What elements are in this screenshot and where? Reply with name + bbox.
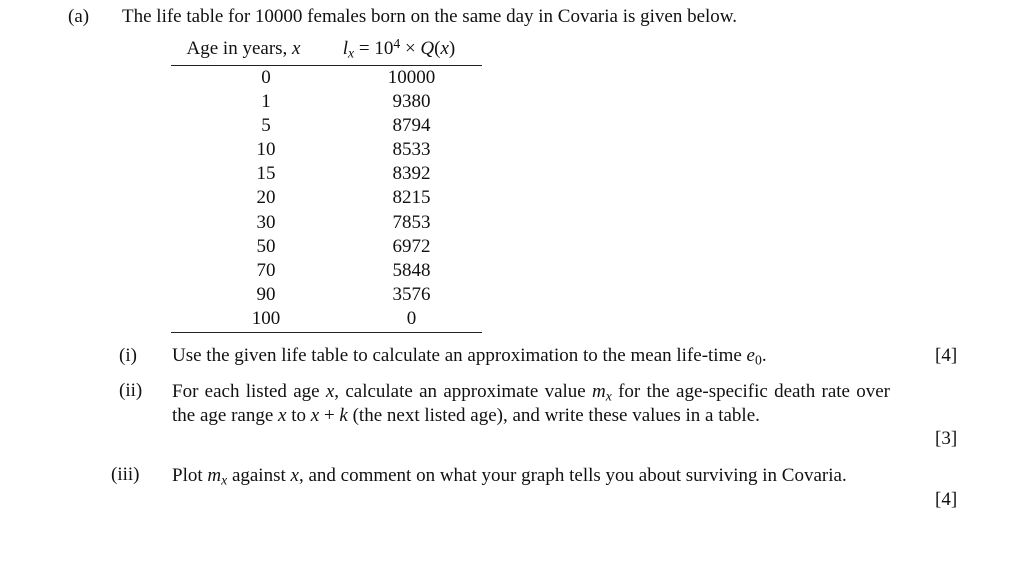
header-age: Age in years, x (186, 38, 301, 59)
table-row (171, 186, 482, 210)
age-cell: 0 (261, 67, 271, 88)
intro-text: The life table for 10000 females born on the same day in Covaria is given below. (122, 6, 738, 27)
age-cell: 30 (256, 211, 276, 233)
table-row (171, 90, 482, 114)
lx-cell: 8215 (392, 187, 431, 209)
table-bottom-rule (171, 332, 482, 333)
question-text: Use the given life table to calculate an approximation to the mean life-time $e_0$. (172, 345, 767, 368)
table-header (171, 35, 482, 66)
age-cell: 50 (256, 235, 276, 257)
life-table (171, 35, 482, 333)
table-row (171, 211, 482, 235)
marks-label: [3] (935, 428, 958, 449)
lx-cell: 6972 (392, 235, 431, 257)
question-text: Plot $m_x$ against x, and comment on what your graph tells you about surviving in Covaria. (172, 465, 847, 488)
marks-label: [4] (935, 489, 958, 510)
table-row (171, 162, 482, 186)
table-row (171, 114, 482, 138)
lx-cell: 3576 (392, 283, 431, 305)
lx-cell: 10000 (387, 67, 436, 88)
question-text: For each listed age x, calculate an approximate value $m_x$ for the age-specific death rate over the age range x to x + k (the next listed age), and write these values in a table. (172, 381, 891, 426)
table-row (171, 307, 482, 331)
question-number: (ii) (119, 380, 143, 401)
lx-cell: 0 (406, 307, 417, 329)
table-body (171, 66, 482, 331)
age-cell: 20 (256, 187, 276, 209)
table-row (171, 283, 482, 307)
table-row (171, 235, 482, 259)
lx-cell: 9380 (392, 91, 431, 113)
lx-cell: 5848 (392, 259, 431, 281)
table-row (171, 66, 482, 90)
age-cell: 100 (251, 307, 281, 329)
age-cell: 5 (261, 115, 271, 137)
question-number: (iii) (111, 464, 140, 485)
lx-cell: 7853 (392, 211, 431, 233)
question-number: (i) (119, 345, 137, 366)
part-label: (a) (68, 6, 90, 27)
table-row (171, 138, 482, 162)
lx-cell: 8794 (392, 115, 431, 137)
age-cell: 10 (256, 139, 276, 161)
age-cell: 1 (261, 91, 271, 113)
header-lx: $l_x = 10^4 \times Q(x)$ (342, 35, 456, 61)
age-cell: 90 (256, 283, 276, 305)
lx-cell: 8392 (392, 163, 431, 185)
table-row (171, 259, 482, 283)
lx-cell: 8533 (392, 139, 431, 161)
age-cell: 70 (256, 259, 276, 281)
age-cell: 15 (256, 163, 276, 185)
marks-label: [4] (935, 345, 958, 366)
